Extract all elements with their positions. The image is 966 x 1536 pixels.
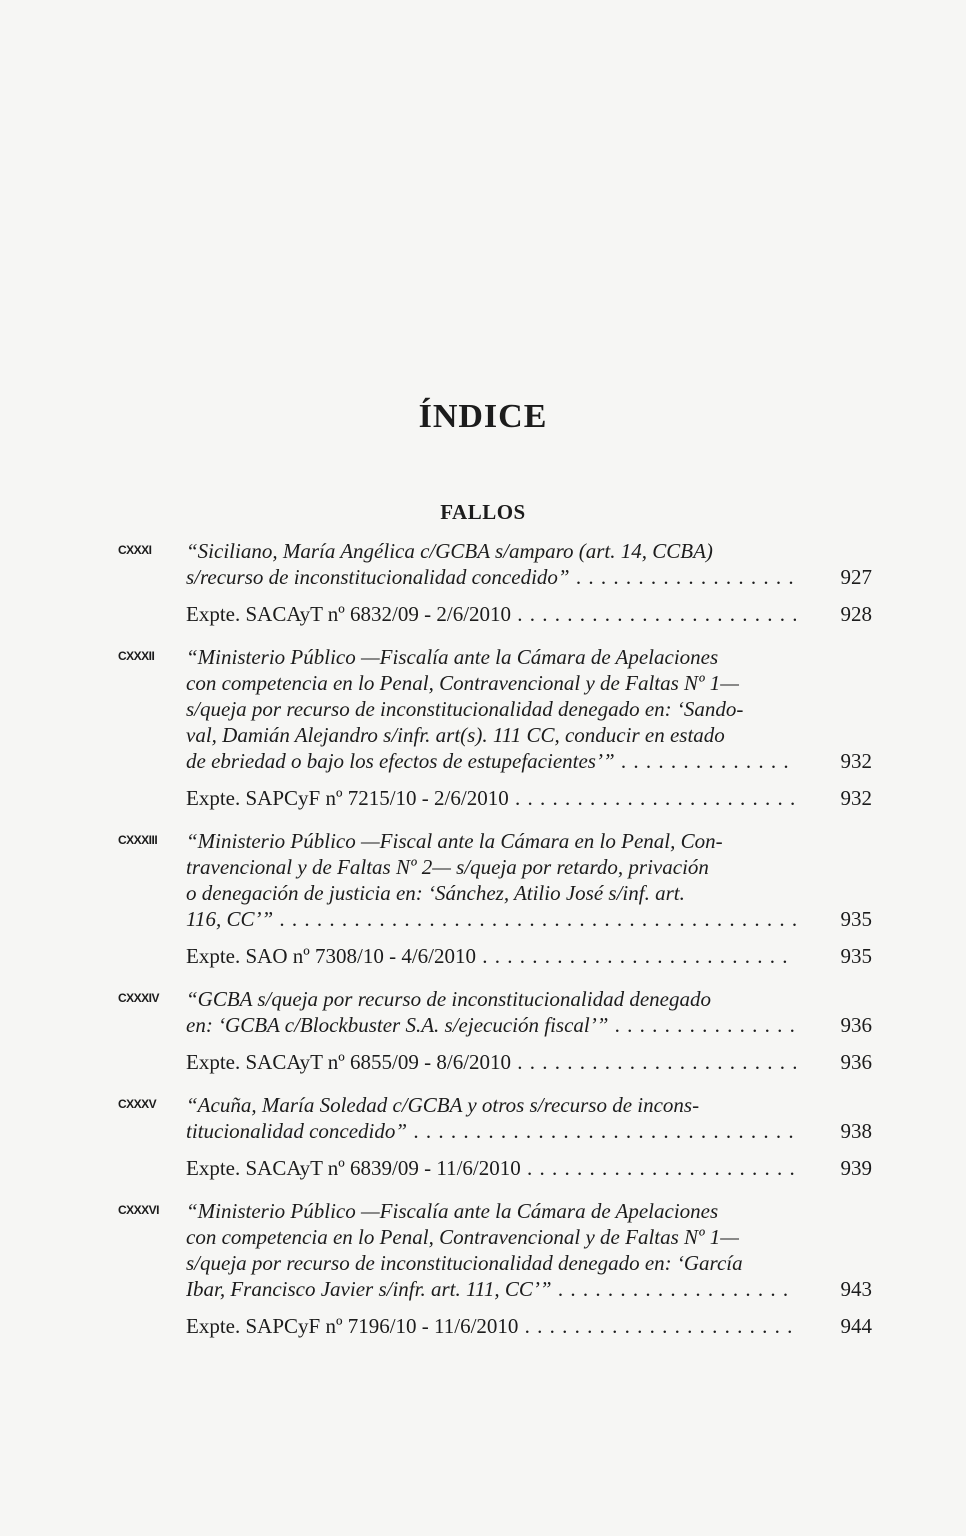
entry-number: CXXXIV	[118, 991, 160, 1005]
file-number: Expte. SACAyT nº 6839/09 - 11/6/2010 . . .	[186, 1155, 796, 1181]
case-title-line: “Siciliano, María Angélica c/GCBA s/amparo (art. 14, CCBA)	[186, 539, 713, 563]
page-number: 943	[840, 1277, 872, 1301]
case-title	[186, 828, 872, 932]
page-number: 932	[840, 786, 872, 810]
index-entry	[0, 828, 966, 969]
index-entry	[0, 538, 966, 627]
case-title-line: Ibar, Francisco Javier s/infr. art. 111, CC’” . . .	[186, 1276, 796, 1302]
page-number: 936	[840, 1050, 872, 1074]
case-title	[186, 1092, 872, 1144]
entry-number: CXXXVI	[118, 1203, 160, 1217]
case-title	[186, 986, 872, 1038]
case-title	[186, 644, 872, 774]
case-title-line: de ebriedad o bajo los efectos de estupefacientes’” . . .	[186, 748, 796, 774]
case-title	[186, 538, 872, 590]
index-entry	[0, 1198, 966, 1339]
page-number: 928	[840, 602, 872, 626]
index-entry	[0, 644, 966, 811]
page-number: 932	[840, 749, 872, 773]
entry-number: CXXXII	[118, 649, 155, 663]
case-title-line: s/queja por recurso de inconstitucionalidad denegado en: ‘Sando-	[186, 697, 744, 721]
case-title-line: con competencia en lo Penal, Contravencional y de Faltas Nº 1—	[186, 1225, 739, 1249]
file-reference	[186, 943, 872, 969]
case-title-line: “GCBA s/queja por recurso de inconstitucionalidad denegado	[186, 987, 711, 1011]
case-title-line: o denegación de justicia en: ‘Sánchez, Atilio José s/inf. art.	[186, 881, 685, 905]
section-title: FALLOS	[440, 500, 526, 524]
file-reference	[186, 1049, 872, 1075]
page-number: 938	[840, 1119, 872, 1143]
case-title-line: “Ministerio Público —Fiscal ante la Cámara en lo Penal, Con-	[186, 829, 723, 853]
case-title	[186, 1198, 872, 1302]
file-number: Expte. SACAyT nº 6855/09 - 8/6/2010 . . .	[186, 1049, 796, 1075]
page-number: 936	[840, 1013, 872, 1037]
file-reference	[186, 1155, 872, 1181]
case-title-line: val, Damián Alejandro s/infr. art(s). 111 CC, conducir en estado	[186, 723, 725, 747]
file-number: Expte. SAO nº 7308/10 - 4/6/2010 . . .	[186, 943, 796, 969]
page-number: 935	[840, 907, 872, 931]
case-title-line: 116, CC’” . . .	[186, 906, 796, 932]
file-reference	[186, 601, 872, 627]
case-title-line: “Ministerio Público —Fiscalía ante la Cámara de Apelaciones	[186, 1199, 719, 1223]
index-entries	[0, 538, 966, 1356]
page-number: 927	[840, 565, 872, 589]
page-title: ÍNDICE	[418, 398, 548, 435]
entry-number: CXXXV	[118, 1097, 157, 1111]
page-number: 944	[840, 1314, 872, 1338]
case-title-line: “Ministerio Público —Fiscalía ante la Cámara de Apelaciones	[186, 645, 719, 669]
case-title-line: “Acuña, María Soledad c/GCBA y otros s/recurso de incons-	[186, 1093, 700, 1117]
index-entry	[0, 986, 966, 1075]
file-number: Expte. SAPCyF nº 7196/10 - 11/6/2010 . . .	[186, 1313, 796, 1339]
file-number: Expte. SAPCyF nº 7215/10 - 2/6/2010 . . .	[186, 785, 796, 811]
case-title-line: s/recurso de inconstitucionalidad concedido” . . .	[186, 564, 796, 590]
file-reference	[186, 1313, 872, 1339]
page-number: 935	[840, 944, 872, 968]
case-title-line: con competencia en lo Penal, Contravencional y de Faltas Nº 1—	[186, 671, 739, 695]
case-title-line: titucionalidad concedido” . . .	[186, 1118, 796, 1144]
case-title-line: en: ‘GCBA c/Blockbuster S.A. s/ejecución fiscal’” . . .	[186, 1012, 796, 1038]
entry-number: CXXXIII	[118, 833, 158, 847]
case-title-line: s/queja por recurso de inconstitucionalidad denegado en: ‘García	[186, 1251, 743, 1275]
file-number: Expte. SACAyT nº 6832/09 - 2/6/2010 . . .	[186, 601, 796, 627]
entry-number: CXXXI	[118, 543, 152, 557]
file-reference	[186, 785, 872, 811]
index-entry	[0, 1092, 966, 1181]
case-title-line: travencional y de Faltas Nº 2— s/queja por retardo, privación	[186, 855, 709, 879]
page-number: 939	[840, 1156, 872, 1180]
